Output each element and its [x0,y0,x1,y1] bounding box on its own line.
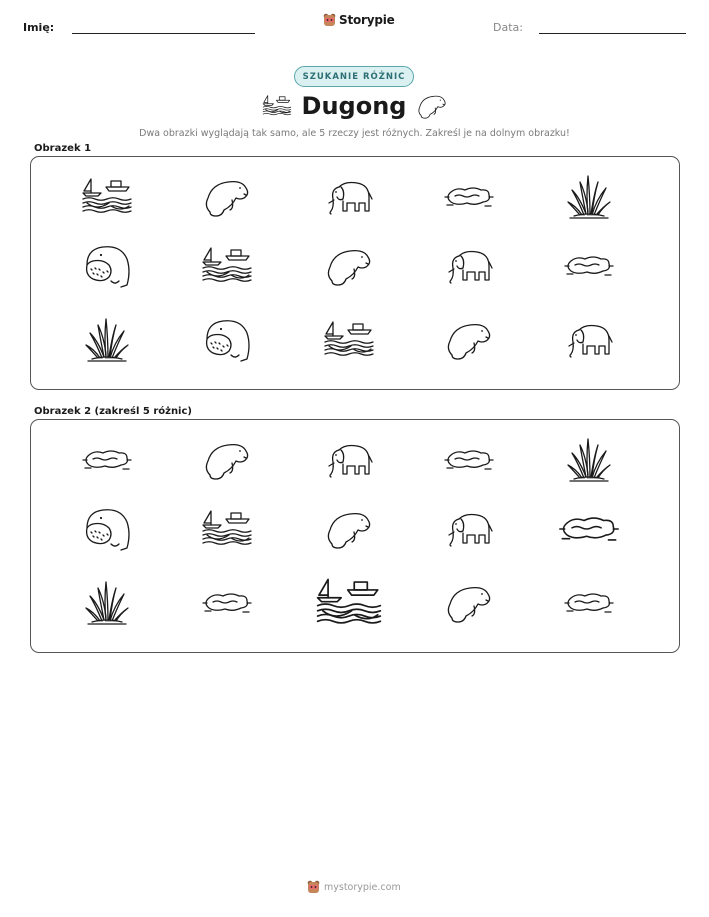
p1-water-icon [563,252,615,280]
p1-dugong-icon [324,245,374,287]
p1-dugong-icon [444,319,494,361]
p2-water-icon[interactable] [81,446,133,474]
p2-seagrass-icon[interactable] [566,435,612,485]
p2-elephant-icon[interactable] [445,509,493,549]
p2-water-icon[interactable] [201,589,253,617]
p2-dugong-icon[interactable] [324,508,374,550]
p1-elephant-icon [325,177,373,217]
p1-boats-icon [201,244,253,288]
p1-seagrass-icon [566,172,612,222]
p2-elephant-icon[interactable] [325,440,373,480]
footer-url: mystorypie.com [324,881,401,893]
p1-elephant-icon [565,320,613,360]
p2-dugong-icon[interactable] [202,439,252,481]
p1-boats-icon [323,318,375,362]
p2-seagrass-icon[interactable] [84,578,130,628]
panel2-label: Obrazek 2 (zakreśl 5 różnic) [34,406,192,417]
p2-water-large-icon[interactable] [557,512,621,546]
p2-boats-large-icon[interactable] [315,573,383,633]
p1-seagrass-icon [84,315,130,365]
p2-dugong-icon[interactable] [444,582,494,624]
picture-panel-2[interactable] [30,419,680,653]
p2-dugong-face-icon[interactable] [81,504,133,554]
name-label: Imię: [23,21,55,34]
brand-logo [323,13,395,27]
title-dugong-icon [416,92,448,124]
p2-water-icon[interactable] [443,446,495,474]
p1-dugong-face-icon [81,241,133,291]
name-line[interactable] [72,33,255,34]
p2-water-icon[interactable] [563,589,615,617]
bear-logo-icon [323,13,336,27]
footer-bear-icon [307,880,320,894]
p1-water-icon [443,183,495,211]
p1-boats-icon [81,175,133,219]
panel1-label: Obrazek 1 [34,143,92,154]
instructions: Dwa obrazki wyglądają tak samo, ale 5 rzeczy jest różnych. Zakreśl je na dolnym obrazku! [139,128,570,139]
p1-elephant-icon [445,246,493,286]
p1-dugong-icon [202,176,252,218]
page-title: Dugong [301,92,407,120]
activity-badge: SZUKANIE RÓŻNIC [294,66,414,87]
date-label: Data: [493,21,523,34]
p1-dugong-face-icon [201,315,253,365]
date-line[interactable] [539,33,686,34]
p2-boats-icon[interactable] [201,507,253,551]
brand-name: Storypie [339,13,395,27]
picture-panel-1 [30,156,680,390]
footer [307,880,401,894]
